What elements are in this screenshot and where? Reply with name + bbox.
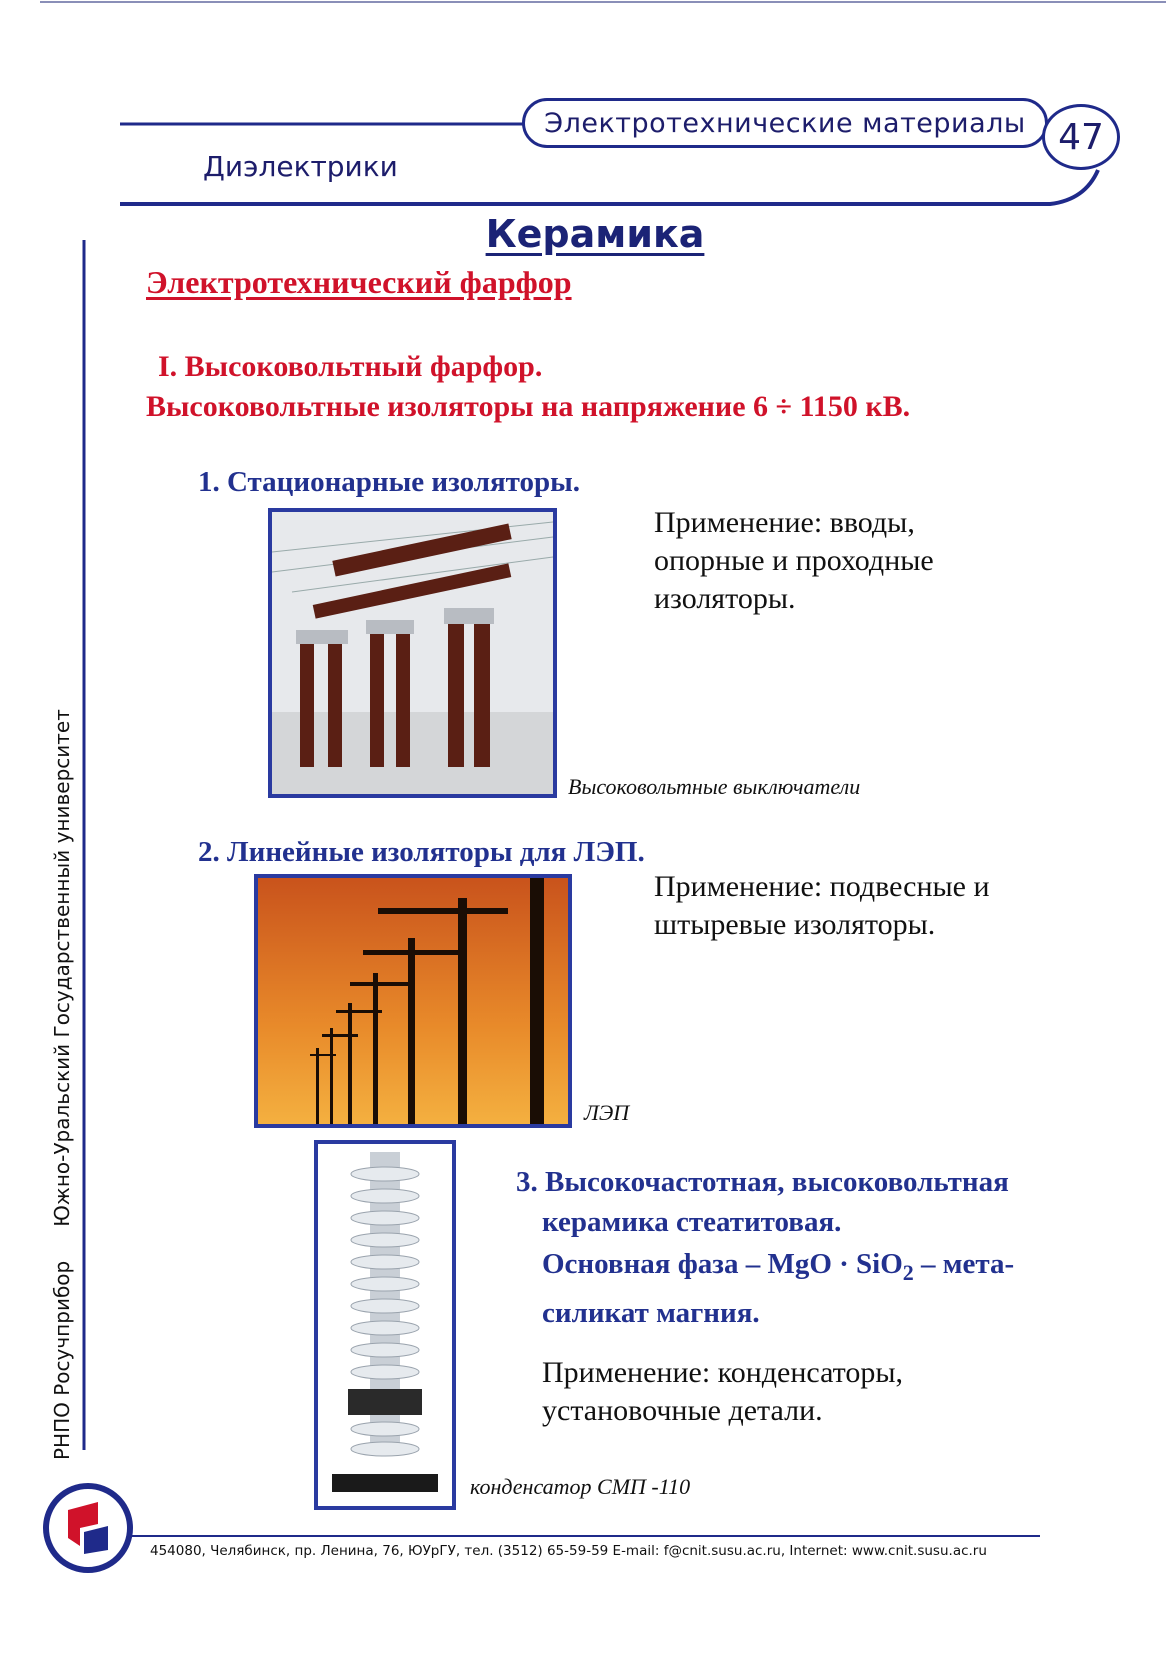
part1-voltage-line: Высоковольтные изоляторы на напряжение 6 ÷ 1150 кВ.	[146, 390, 911, 423]
item1-caption: Высоковольтные выключатели	[568, 774, 861, 799]
item3-phase-line	[516, 1244, 1014, 1293]
item3-caption: конденсатор СМП -110	[470, 1474, 691, 1499]
phase-prefix: Основная фаза – MgO · SiO	[542, 1248, 903, 1280]
page-number: 47	[1042, 104, 1120, 170]
capacitor-image	[318, 1144, 452, 1506]
university-logo	[40, 1480, 136, 1576]
sidebar-university: Южно-Уральский Государственный университет	[50, 709, 74, 1227]
part1-heading: I. Высоковольтный фарфор.	[158, 350, 543, 383]
item1-text-line: Применение: вводы,	[654, 506, 915, 539]
item1-text-line: изоляторы.	[654, 582, 796, 615]
sidebar-vertical-text	[50, 700, 84, 1460]
breakers-image	[272, 512, 553, 794]
item3-heading	[516, 1162, 1014, 1333]
item3-heading-line: 3. Высокочастотная, высоковольтная	[516, 1166, 1009, 1198]
item3-text-line: Применение: конденсаторы,	[542, 1356, 903, 1389]
phase-subscript: 2	[902, 1259, 914, 1285]
capacitor-photo	[314, 1140, 456, 1510]
breakers-photo	[268, 508, 557, 798]
item3-description	[542, 1354, 903, 1430]
item1-text-line: опорные и проходные	[654, 544, 934, 577]
course-title-pill: Электротехнические материалы	[522, 98, 1048, 148]
item1-heading: 1. Стационарные изоляторы.	[198, 466, 581, 498]
power-lines-image	[258, 878, 568, 1124]
item2-description	[654, 868, 990, 944]
item2-caption: ЛЭП	[584, 1100, 630, 1125]
item3-heading-line: керамика стеатитовая.	[542, 1206, 842, 1238]
page-title: Керамика	[485, 212, 705, 256]
item2-heading: 2. Линейные изоляторы для ЛЭП.	[198, 836, 645, 868]
sidebar-org: РНПО Росучприбор	[50, 1260, 74, 1460]
item3-text-line: установочные детали.	[542, 1394, 823, 1427]
item1-description	[654, 504, 934, 618]
section-label: Диэлектрики	[203, 150, 398, 183]
phase-suffix: – мета-	[913, 1248, 1015, 1280]
item3-phase-line2: силикат магния.	[542, 1296, 760, 1329]
footer-contacts: 454080, Челябинск, пр. Ленина, 76, ЮУрГУ, тел. (3512) 65-59-59 E-mail: f@cnit.susu.ac.ru, Internet: www.cnit.susu.ac.ru	[150, 1543, 987, 1559]
item2-text-line: штыревые изоляторы.	[654, 908, 936, 941]
subtitle: Электротехнический фарфор	[146, 264, 572, 300]
power-lines-photo	[254, 874, 572, 1128]
item2-text-line: Применение: подвесные и	[654, 870, 990, 903]
